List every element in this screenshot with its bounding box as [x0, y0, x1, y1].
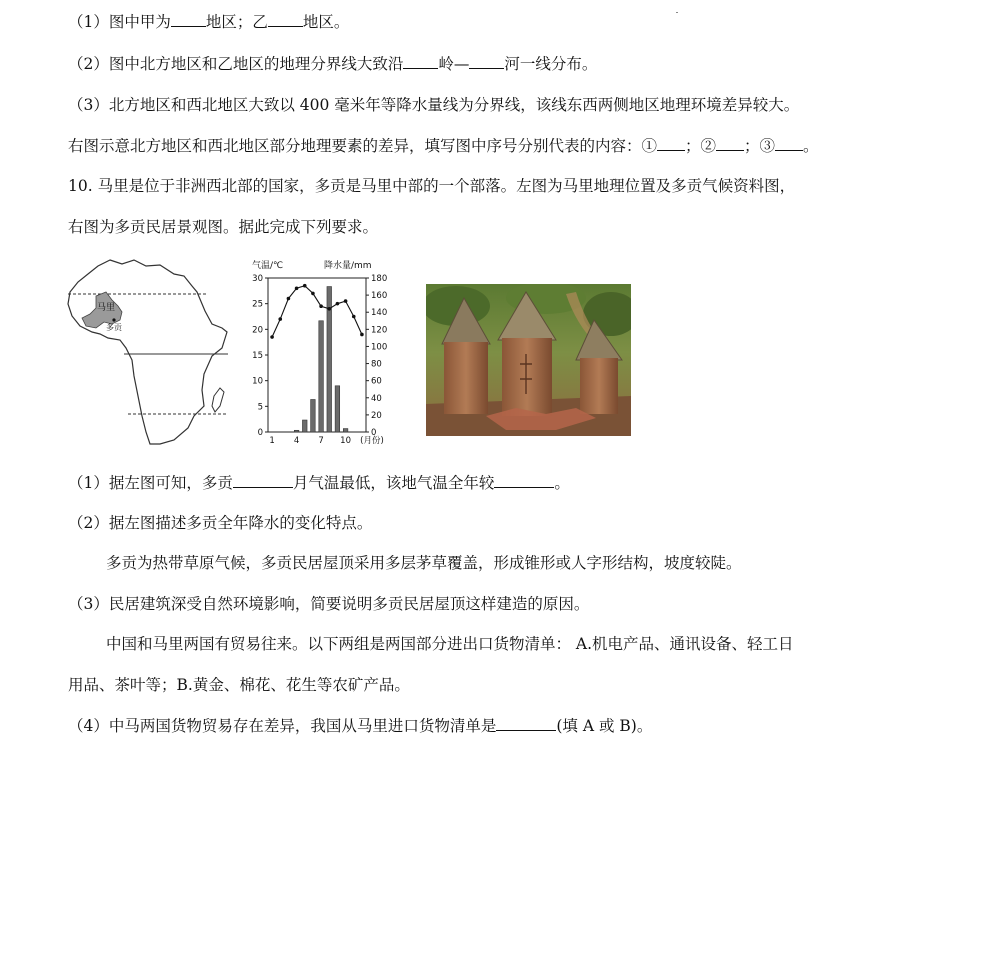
temp-tick-label: 5	[257, 402, 263, 413]
temperature-point	[336, 302, 340, 306]
q10-note1-text: 多贡为热带草原气候，多贡民居屋顶采用多层茅草覆盖，形成锥形或人字形结构，坡度较陡。	[106, 554, 742, 572]
precip-tick-label: 120	[371, 325, 388, 336]
temperature-point	[344, 299, 348, 303]
granary-wall-center	[502, 338, 552, 416]
stray-mark	[676, 12, 678, 13]
answer-blank[interactable]	[657, 136, 685, 151]
q9-part3-sep: ；②	[685, 137, 717, 155]
temperature-axis-title: 气温/℃	[252, 261, 284, 271]
precip-tick-label: 60	[371, 376, 382, 387]
q10-part4-text-b: (填 A 或 B)。	[556, 717, 653, 735]
month-tick-label: 7	[318, 436, 324, 446]
precip-bar	[294, 430, 299, 432]
temp-tick-label: 30	[252, 274, 263, 284]
dogon-houses-photo	[426, 284, 631, 436]
precip-tick-label: 40	[371, 393, 382, 404]
precip-tick-label: 180	[371, 274, 388, 284]
granary-wall-right	[580, 358, 618, 414]
temperature-line	[270, 284, 363, 339]
temperature-point	[295, 286, 299, 290]
q9-part3-sep: ；③	[744, 137, 776, 155]
precipitation-bars	[294, 287, 348, 432]
temperature-point	[270, 335, 274, 339]
q9-part1	[68, 12, 349, 32]
temperature-point	[360, 333, 364, 337]
q10-part1-text-b: 月气温最低，该地气温全年较	[292, 474, 495, 492]
answer-blank[interactable]	[171, 12, 206, 27]
answer-blank[interactable]	[403, 54, 438, 69]
precip-bar	[302, 420, 307, 432]
temp-tick-label: 25	[252, 299, 263, 310]
precipitation-axis-title: 降水量/mm	[324, 261, 372, 271]
q9-part2-text-c: 河一线分布。	[504, 55, 598, 73]
precip-bar	[343, 429, 348, 432]
climate-chart	[248, 256, 398, 450]
q10-note2-line1	[106, 634, 794, 654]
q10-part2	[68, 513, 372, 533]
answer-blank[interactable]	[496, 716, 556, 731]
precip-bar	[335, 386, 340, 432]
temp-tick-label: 15	[252, 351, 263, 361]
q10-intro-text: 10. 马里是位于非洲西北部的国家，多贡是马里中部的一个部落。左图为马里地理位置及多贡气候资料图，	[68, 177, 796, 195]
q9-part3-line1	[68, 95, 799, 115]
temperature-point	[327, 307, 331, 311]
temperature-point	[352, 315, 356, 319]
africa-map	[62, 256, 232, 448]
temp-tick-label: 0	[257, 428, 263, 438]
q10-note2-text-2: 用品、茶叶等；B.黄金、棉花、花生等农矿产品。	[68, 676, 410, 694]
temperature-point	[287, 297, 291, 301]
temperature-curve	[272, 286, 362, 337]
temp-tick-label: 10	[252, 376, 263, 387]
temperature-point	[311, 292, 315, 296]
q10-intro-line2	[68, 217, 378, 237]
dogon-label: 多贡	[106, 323, 122, 332]
month-tick-label: 10	[340, 436, 351, 446]
temp-tick-label: 20	[252, 325, 263, 336]
granary-wall-left	[444, 342, 488, 414]
chart-axes	[265, 278, 369, 432]
precip-tick-label: 80	[371, 359, 382, 370]
month-axis-unit: (月份)	[360, 436, 384, 446]
q10-note1	[106, 553, 742, 573]
q10-part3-text: （3）民居建筑深受自然环境影响，简要说明多贡民居屋顶这样建造的原因。	[68, 595, 590, 613]
precip-tick-label: 20	[371, 410, 382, 421]
q10-intro-text-2: 右图为多贡民居景观图。据此完成下列要求。	[68, 218, 379, 236]
q9-part2-text-a: （2）图中北方地区和乙地区的地理分界线大致沿	[68, 55, 404, 73]
q10-part2-text: （2）据左图描述多贡全年降水的变化特点。	[68, 514, 373, 532]
q9-part1-text-a: （1）图中甲为	[68, 13, 171, 31]
q10-intro-line1	[68, 176, 795, 196]
answer-blank[interactable]	[268, 12, 303, 27]
q9-part2-text-b: 岭—	[438, 55, 470, 73]
q10-note2-line2	[68, 675, 410, 695]
q10-part4-text-a: （4）中马两国货物贸易存在差异，我国从马里进口货物清单是	[68, 717, 497, 735]
q9-part3-text: （3）北方地区和西北地区大致以 400 毫米年等降水量线为分界线，该线东西两侧地区地理环境差异较大。	[68, 96, 800, 114]
precip-bar	[311, 399, 316, 432]
q10-part1-text-c: 。	[554, 474, 570, 492]
q10-part1	[68, 473, 570, 493]
answer-blank[interactable]	[469, 54, 504, 69]
q10-part3	[68, 594, 589, 614]
precip-tick-label: 0	[371, 428, 377, 438]
q9-part2	[68, 54, 597, 74]
plot-frame	[268, 278, 366, 432]
precip-tick-label: 100	[371, 342, 388, 353]
q9-part3-text-2: 右图示意北方地区和西北地区部分地理要素的差异，填写图中序号分别代表的内容：①	[68, 137, 658, 155]
q9-part1-text-c: 地区。	[302, 13, 350, 31]
dogon-marker	[112, 318, 115, 321]
precip-tick-label: 140	[371, 308, 388, 319]
q9-part3-end: 。	[803, 137, 819, 155]
temperature-point	[278, 317, 282, 321]
precip-tick-label: 160	[371, 291, 388, 302]
q10-note2-text: 中国和马里两国有贸易往来。以下两组是两国部分进出口货物清单： A.机电产品、通讯设备、轻工日	[106, 635, 794, 653]
mali-label: 马里	[97, 303, 116, 313]
precip-bar	[319, 321, 324, 432]
answer-blank[interactable]	[494, 473, 554, 488]
answer-blank[interactable]	[233, 473, 293, 488]
q10-part4	[68, 716, 652, 736]
madagascar-outline	[212, 388, 224, 412]
answer-blank[interactable]	[775, 136, 803, 151]
answer-blank[interactable]	[716, 136, 744, 151]
temperature-point	[303, 284, 307, 288]
q9-part1-text-b: 地区；乙	[205, 13, 268, 31]
africa-outline	[68, 260, 227, 444]
month-tick-label: 4	[293, 436, 300, 446]
q10-part1-text-a: （1）据左图可知，多贡	[68, 474, 233, 492]
temperature-point	[319, 304, 323, 308]
q9-part3-line2	[68, 136, 819, 156]
month-tick-label: 1	[269, 436, 275, 446]
